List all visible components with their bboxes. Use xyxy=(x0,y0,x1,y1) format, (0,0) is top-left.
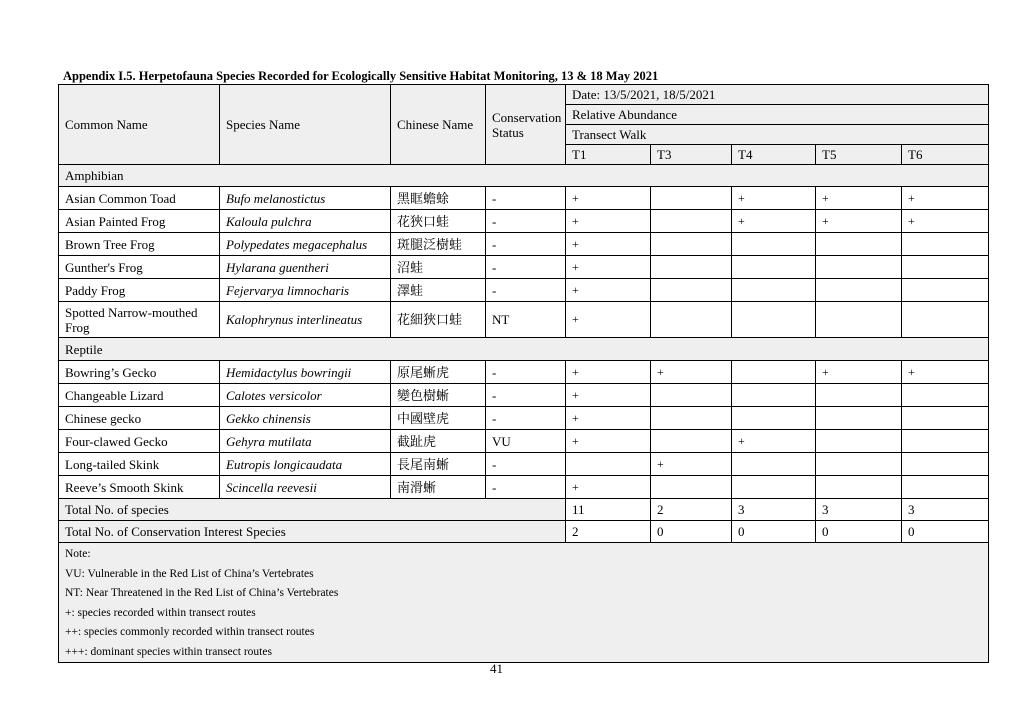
table-row xyxy=(59,453,989,476)
table-row xyxy=(59,407,989,430)
species-name-cell: Hemidactylus bowringii xyxy=(220,361,391,384)
common-name-cell: Paddy Frog xyxy=(59,279,220,302)
conservation-status-cell: - xyxy=(486,476,566,499)
total-label: Total No. of Conservation Interest Species xyxy=(59,521,566,543)
chinese-name-cell: 南滑蜥 xyxy=(391,476,486,499)
table-row xyxy=(59,210,989,233)
common-name-cell: Asian Common Toad xyxy=(59,187,220,210)
chinese-name-cell: 長尾南蜥 xyxy=(391,453,486,476)
species-name-cell: Kaloula pulchra xyxy=(220,210,391,233)
abundance-cell xyxy=(732,453,816,476)
abundance-cell xyxy=(651,233,732,256)
abundance-cell: + xyxy=(566,187,651,210)
abundance-cell: + xyxy=(902,210,989,233)
abundance-cell xyxy=(902,430,989,453)
header-conservation-status: Conservation Status xyxy=(486,85,566,165)
abundance-cell xyxy=(651,256,732,279)
abundance-cell xyxy=(902,407,989,430)
common-name-cell: Gunther's Frog xyxy=(59,256,220,279)
abundance-cell: + xyxy=(651,453,732,476)
note-line: Note: xyxy=(65,548,91,560)
species-name-cell: Bufo melanostictus xyxy=(220,187,391,210)
abundance-cell xyxy=(732,302,816,338)
abundance-cell xyxy=(732,256,816,279)
abundance-cell: + xyxy=(566,233,651,256)
conservation-status-cell: - xyxy=(486,187,566,210)
table-row xyxy=(59,499,989,521)
common-name-cell: Chinese gecko xyxy=(59,407,220,430)
species-name-cell: Calotes versicolor xyxy=(220,384,391,407)
abundance-cell xyxy=(816,256,902,279)
notes-cell xyxy=(59,543,989,663)
abundance-cell xyxy=(651,279,732,302)
abundance-cell: + xyxy=(651,361,732,384)
herpetofauna-table xyxy=(58,84,989,663)
note-line: NT: Near Threatened in the Red List of China’s Vertebrates xyxy=(65,587,339,599)
conservation-status-cell: - xyxy=(486,407,566,430)
chinese-name-cell: 截趾虎 xyxy=(391,430,486,453)
total-value: 3 xyxy=(816,499,902,521)
abundance-cell: + xyxy=(566,302,651,338)
abundance-cell xyxy=(816,233,902,256)
abundance-cell xyxy=(732,384,816,407)
abundance-cell xyxy=(651,476,732,499)
species-name-cell: Hylarana guentheri xyxy=(220,256,391,279)
table-row xyxy=(59,302,989,338)
table-row xyxy=(59,521,989,543)
header-relative-abundance: Relative Abundance xyxy=(566,105,989,125)
table-title: Appendix I.5. Herpetofauna Species Recorded for Ecologically Sensitive Habitat Monitoring, 13 & 18 May 2021 xyxy=(63,69,659,83)
total-value: 3 xyxy=(902,499,989,521)
conservation-status-cell: - xyxy=(486,384,566,407)
common-name-cell: Spotted Narrow-mouthed Frog xyxy=(59,302,220,338)
abundance-cell xyxy=(902,279,989,302)
conservation-status-cell: - xyxy=(486,233,566,256)
abundance-cell xyxy=(816,302,902,338)
abundance-cell: + xyxy=(566,210,651,233)
table-row xyxy=(59,165,989,187)
common-name-cell: Reeve’s Smooth Skink xyxy=(59,476,220,499)
chinese-name-cell: 澤蛙 xyxy=(391,279,486,302)
chinese-name-cell: 斑腿泛樹蛙 xyxy=(391,233,486,256)
chinese-name-cell: 原尾蜥虎 xyxy=(391,361,486,384)
abundance-cell: + xyxy=(566,256,651,279)
chinese-name-cell: 沼蛙 xyxy=(391,256,486,279)
total-value: 0 xyxy=(732,521,816,543)
abundance-cell: + xyxy=(816,361,902,384)
species-name-cell: Kalophrynus interlineatus xyxy=(220,302,391,338)
header-transect: T4 xyxy=(732,145,816,165)
header-transect-walk: Transect Walk xyxy=(566,125,989,145)
table-row xyxy=(59,338,989,361)
abundance-cell xyxy=(732,407,816,430)
conservation-status-cell: VU xyxy=(486,430,566,453)
table-row xyxy=(59,256,989,279)
abundance-cell: + xyxy=(732,210,816,233)
page-number: 41 xyxy=(490,661,503,676)
group-label: Amphibian xyxy=(59,165,989,187)
abundance-cell xyxy=(651,210,732,233)
header-transect: T1 xyxy=(566,145,651,165)
species-name-cell: Gekko chinensis xyxy=(220,407,391,430)
abundance-cell xyxy=(651,187,732,210)
species-name-cell: Polypedates megacephalus xyxy=(220,233,391,256)
group-label: Reptile xyxy=(59,338,989,361)
chinese-name-cell: 中國壁虎 xyxy=(391,407,486,430)
species-name-cell: Eutropis longicaudata xyxy=(220,453,391,476)
table-row xyxy=(59,476,989,499)
total-value: 2 xyxy=(566,521,651,543)
abundance-cell xyxy=(732,279,816,302)
abundance-cell xyxy=(816,476,902,499)
table-row xyxy=(59,430,989,453)
abundance-cell: + xyxy=(566,384,651,407)
conservation-status-cell: - xyxy=(486,210,566,233)
abundance-cell: + xyxy=(566,361,651,384)
header-common-name: Common Name xyxy=(59,85,220,165)
chinese-name-cell: 黑眶蟾蜍 xyxy=(391,187,486,210)
abundance-cell: + xyxy=(732,430,816,453)
table-row xyxy=(59,361,989,384)
total-label: Total No. of species xyxy=(59,499,566,521)
common-name-cell: Asian Painted Frog xyxy=(59,210,220,233)
abundance-cell xyxy=(816,453,902,476)
abundance-cell: + xyxy=(566,476,651,499)
abundance-cell: + xyxy=(816,187,902,210)
conservation-status-cell: NT xyxy=(486,302,566,338)
header-species-name: Species Name xyxy=(220,85,391,165)
total-value: 0 xyxy=(651,521,732,543)
abundance-cell xyxy=(732,361,816,384)
total-value: 2 xyxy=(651,499,732,521)
abundance-cell xyxy=(816,407,902,430)
note-line: VU: Vulnerable in the Red List of China’s Vertebrates xyxy=(65,567,314,580)
total-value: 3 xyxy=(732,499,816,521)
conservation-status-cell: - xyxy=(486,453,566,476)
abundance-cell: + xyxy=(566,430,651,453)
abundance-cell xyxy=(732,233,816,256)
abundance-cell: + xyxy=(566,407,651,430)
abundance-cell xyxy=(651,430,732,453)
abundance-cell xyxy=(816,279,902,302)
header-transect: T6 xyxy=(902,145,989,165)
note-line: +++: dominant species within transect routes xyxy=(65,645,272,658)
header-date: Date: 13/5/2021, 18/5/2021 xyxy=(566,85,989,105)
conservation-status-cell: - xyxy=(486,279,566,302)
abundance-cell xyxy=(902,476,989,499)
abundance-cell xyxy=(651,302,732,338)
abundance-cell xyxy=(902,233,989,256)
abundance-cell xyxy=(651,407,732,430)
abundance-cell xyxy=(902,302,989,338)
conservation-status-cell: - xyxy=(486,256,566,279)
header-transect: T5 xyxy=(816,145,902,165)
abundance-cell xyxy=(651,384,732,407)
common-name-cell: Brown Tree Frog xyxy=(59,233,220,256)
abundance-cell xyxy=(732,476,816,499)
abundance-cell: + xyxy=(566,279,651,302)
abundance-cell: + xyxy=(732,187,816,210)
table-body xyxy=(59,165,989,663)
abundance-cell xyxy=(902,453,989,476)
species-name-cell: Scincella reevesii xyxy=(220,476,391,499)
abundance-cell xyxy=(566,453,651,476)
note-line: ++: species commonly recorded within transect routes xyxy=(65,626,315,638)
header-transect: T3 xyxy=(651,145,732,165)
total-value: 0 xyxy=(902,521,989,543)
abundance-cell: + xyxy=(902,361,989,384)
species-name-cell: Gehyra mutilata xyxy=(220,430,391,453)
table-row xyxy=(59,187,989,210)
table-row xyxy=(59,543,989,663)
abundance-cell xyxy=(816,384,902,407)
common-name-cell: Changeable Lizard xyxy=(59,384,220,407)
abundance-cell xyxy=(816,430,902,453)
conservation-status-cell: - xyxy=(486,361,566,384)
table-row xyxy=(59,279,989,302)
chinese-name-cell: 變色樹蜥 xyxy=(391,384,486,407)
table-row xyxy=(59,233,989,256)
abundance-cell xyxy=(902,384,989,407)
abundance-cell: + xyxy=(902,187,989,210)
total-value: 0 xyxy=(816,521,902,543)
abundance-cell xyxy=(902,256,989,279)
common-name-cell: Long-tailed Skink xyxy=(59,453,220,476)
note-line: +: species recorded within transect routes xyxy=(65,606,256,619)
chinese-name-cell: 花狹口蛙 xyxy=(391,210,486,233)
species-name-cell: Fejervarya limnocharis xyxy=(220,279,391,302)
common-name-cell: Bowring’s Gecko xyxy=(59,361,220,384)
header-chinese-name: Chinese Name xyxy=(391,85,486,165)
total-value: 11 xyxy=(566,499,651,521)
abundance-cell: + xyxy=(816,210,902,233)
table-row xyxy=(59,384,989,407)
chinese-name-cell: 花細狹口蛙 xyxy=(391,302,486,338)
common-name-cell: Four-clawed Gecko xyxy=(59,430,220,453)
